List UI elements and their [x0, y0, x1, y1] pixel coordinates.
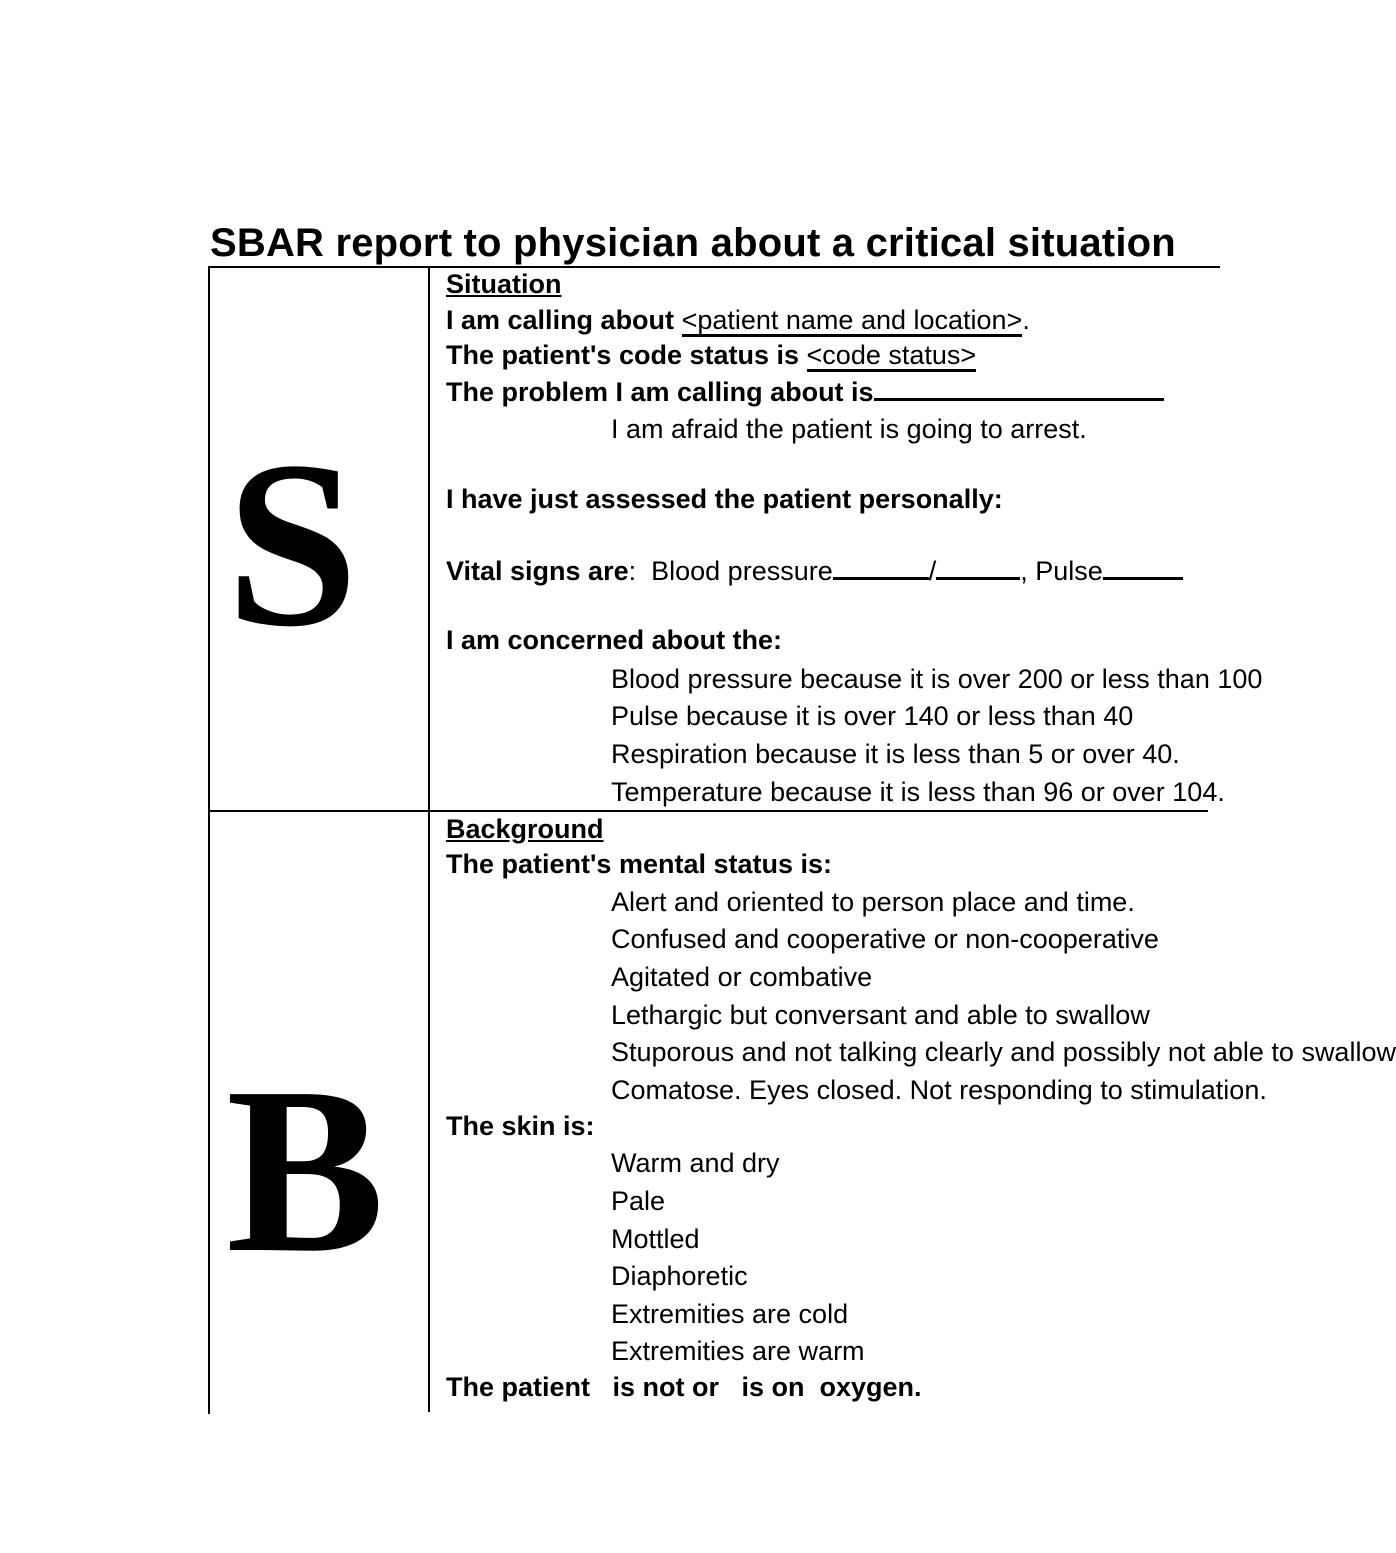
calling-about-line [446, 304, 1030, 337]
mental-status-item: Alert and oriented to person place and time. [611, 887, 1135, 917]
calling-about-end: . [1022, 305, 1030, 335]
pulse-label: , Pulse [1020, 556, 1103, 586]
skin-item: Diaphoretic [611, 1261, 748, 1291]
code-status-line [446, 339, 976, 372]
background-heading: Background [446, 814, 604, 844]
oxygen-line: The patient is not or is on oxygen. [446, 1372, 922, 1402]
skin-label: The skin is: [446, 1111, 595, 1141]
document-title: SBAR report to physician about a critical situation [210, 221, 1176, 265]
bp-label: Blood pressure [651, 556, 833, 586]
assessed-line: I have just assessed the patient personally: [446, 484, 1003, 514]
skin-item: Extremities are cold [611, 1299, 849, 1329]
problem-blank[interactable] [874, 374, 1164, 401]
bp-slash: / [928, 556, 937, 586]
situation-heading: Situation [446, 269, 562, 299]
mental-status-item: Comatose. Eyes closed. Not responding to stimulation. [611, 1075, 1267, 1105]
problem-label: The problem I am calling about is [446, 377, 874, 407]
mental-status-item: Agitated or combative [611, 962, 873, 992]
vitals-colon: : [628, 556, 637, 586]
problem-line [446, 374, 1164, 408]
patient-name-field[interactable]: <patient name and location> [681, 305, 1023, 335]
skin-item: Pale [611, 1186, 666, 1216]
pulse-blank[interactable] [1103, 553, 1183, 580]
concerned-label: I am concerned about the: [446, 625, 783, 655]
skin-item: Extremities are warm [611, 1336, 865, 1366]
concern-item: Respiration because it is less than 5 or over 40. [611, 739, 1180, 769]
calling-about-label: I am calling about [446, 305, 675, 335]
concern-item: Blood pressure because it is over 200 or less than 100 [611, 664, 1263, 694]
skin-item: Warm and dry [611, 1148, 780, 1178]
bp-diastolic-blank[interactable] [936, 553, 1020, 580]
concern-item: Pulse because it is over 140 or less than 40 [611, 701, 1134, 731]
vitals-label: Vital signs are [446, 556, 629, 586]
column-divider [428, 266, 430, 1412]
vital-signs-line [446, 553, 1183, 587]
concern-item: Temperature because it is less than 96 or over 104. [611, 777, 1225, 807]
mental-status-item: Stuporous and not talking clearly and possibly not able to swallow [611, 1037, 1396, 1067]
row-divider [208, 810, 1208, 812]
mental-status-item: Lethargic but conversant and able to swallow [611, 1000, 1150, 1030]
situation-letter: S [226, 413, 359, 676]
mental-status-label: The patient's mental status is: [446, 849, 833, 879]
code-status-label: The patient's code status is [446, 340, 800, 370]
afraid-arrest-option: I am afraid the patient is going to arrest. [611, 414, 1087, 444]
code-status-field[interactable]: <code status> [806, 340, 977, 370]
skin-item: Mottled [611, 1224, 700, 1254]
mental-status-item: Confused and cooperative or non-cooperative [611, 924, 1159, 954]
bp-systolic-blank[interactable] [833, 553, 929, 580]
background-letter: B [226, 1039, 385, 1302]
